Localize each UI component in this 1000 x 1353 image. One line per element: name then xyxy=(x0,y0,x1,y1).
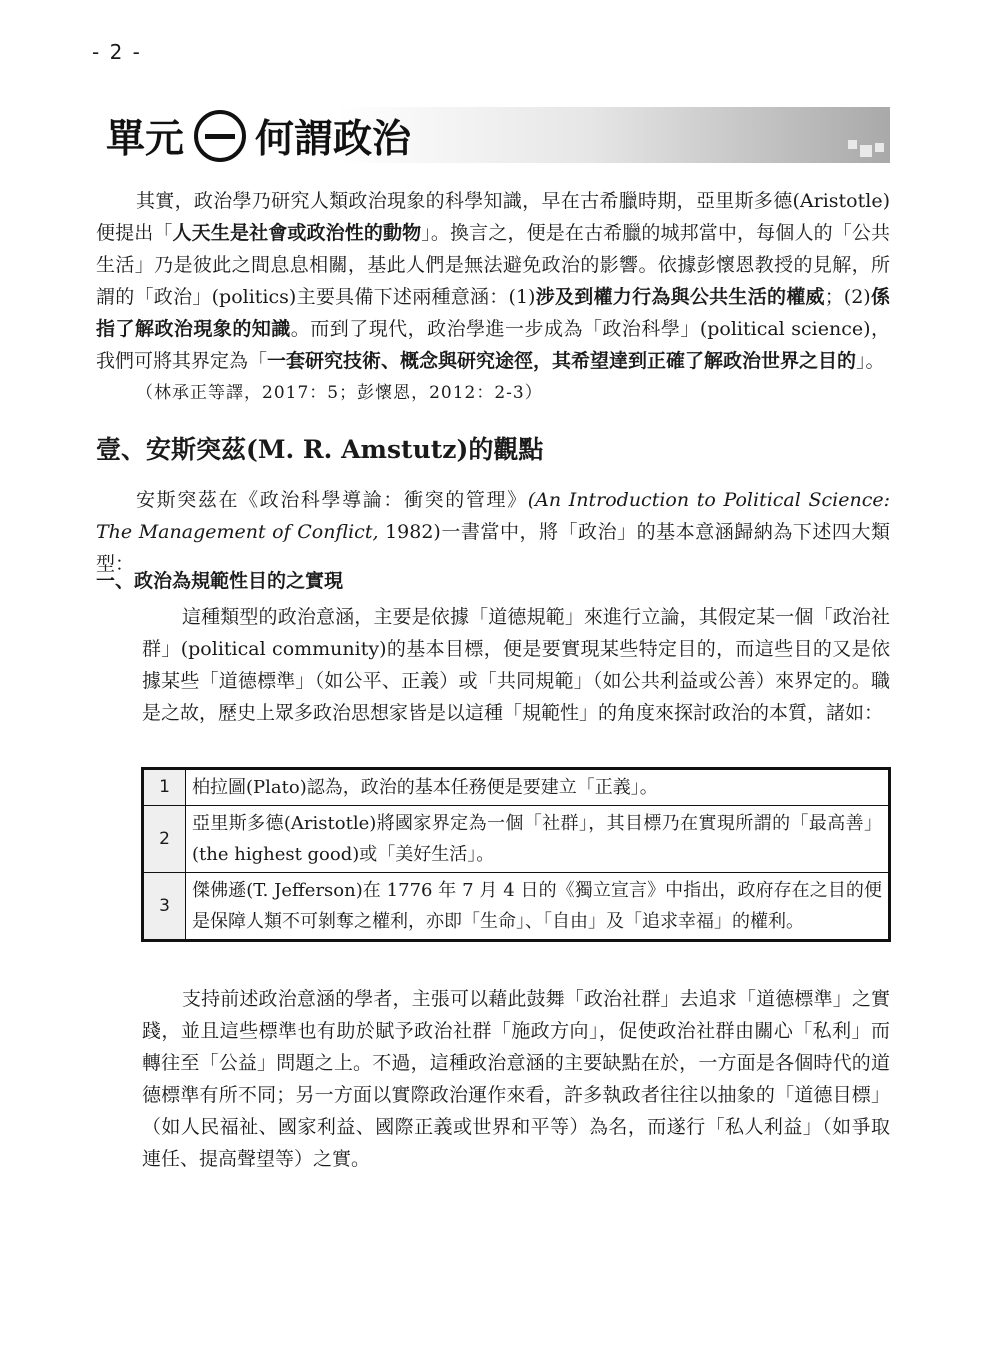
row-number: 2 xyxy=(143,806,186,873)
subsection-heading: 一、政治為規範性目的之實現 xyxy=(96,570,344,592)
closing-paragraph: 支持前述政治意涵的學者，主張可以藉此鼓舞「政治社群」去追求「道德標準」之實踐，並且這些標準也有助於賦予政治社群「施政方向」，促使政治社群由關心「私利」而轉往至「公益」問題之上。不過，這種政治意涵的主要缺點在於，一方面是各個時代的道德標準有所不同；另一方面以實際政治運作來看，許多執政者往往以抽象的「道德目標」（如人民福祉、國家利益、國際正義或世界和平等）為名，而遂行「私人利益」（如爭取連任、提高聲望等）之實。 xyxy=(142,988,890,1170)
citation: （林承正等譯，2017：5；彭懷恩，2012：2-3） xyxy=(136,383,543,403)
unit-number-badge xyxy=(194,110,246,162)
banner-decoration xyxy=(860,145,872,157)
unit-title xyxy=(106,106,411,166)
unit-numeral-glyph xyxy=(205,134,235,139)
row-number: 1 xyxy=(143,769,186,806)
row-number: 3 xyxy=(143,873,186,941)
table-row xyxy=(143,873,890,941)
table-row xyxy=(143,806,890,873)
unit-heading: 何謂政治 xyxy=(255,117,412,162)
banner-decoration xyxy=(848,140,857,149)
unit-label: 單元 xyxy=(106,117,185,162)
section-intro-paragraph: 安斯突茲在《政治科學導論：衝突的管理》(An Introduction to Political Science: The Management of Conflict, 1982)一書當中，將「政治」的基本意涵歸納為下述四大類型： xyxy=(96,489,890,575)
intro-paragraph: 其實，政治學乃研究人類政治現象的科學知識，早在古希臘時期，亞里斯多德(Aristotle)便提出「人天生是社會或政治性的動物」。換言之，便是在古希臘的城邦當中，每個人的「公共生活」乃是彼此之間息息相關，基此人們是無法避免政治的影響。依據彭懷恩教授的見解，所謂的「政治」(politics)主要具備下述兩種意涵：(1)涉及到權力行為與公共生活的權威；(2)係指了解政治現象的知識。而到了現代，政治學進一步成為「政治科學」(political science)，我們可將其界定為「一套研究技術、概念與研究途徑，其希望達到正確了解政治世界之目的」。 （林承正等譯，2017：5；彭懷恩，2012：2-3） xyxy=(96,185,890,409)
row-text: 傑佛遜(T. Jefferson)在 1776 年 7 月 4 日的《獨立宣言》中指出，政府存在之目的便是保障人類不可剝奪之權利，亦即「生命」、「自由」及「追求幸福」的權利。 xyxy=(186,873,890,941)
table-row xyxy=(143,769,890,806)
row-text: 亞里斯多德(Aristotle)將國家界定為一個「社群」，其目標乃在實現所謂的「最高善」(the highest good)或「美好生活」。 xyxy=(186,806,890,873)
section-heading: 壹、安斯突茲(M. R. Amstutz)的觀點 xyxy=(96,435,544,464)
examples-table xyxy=(141,767,891,942)
page-number: - 2 - xyxy=(92,40,142,64)
row-text: 柏拉圖(Plato)認為，政治的基本任務便是要建立「正義」。 xyxy=(186,769,890,806)
subsection-paragraph: 這種類型的政治意涵，主要是依據「道德規範」來進行立論，其假定某一個「政治社群」(political community)的基本目標，便是要實現某些特定目的，而這些目的又是依據某些「道德標準」（如公平、正義）或「共同規範」（如公共利益或公善）來界定的。職是之故，歷史上眾多政治思想家皆是以這種「規範性」的角度來探討政治的本質，諸如： xyxy=(142,606,890,724)
banner-decoration xyxy=(875,143,884,152)
book-title-english: (An Introduction to Political Science: The Management of Conflict, xyxy=(96,489,890,543)
